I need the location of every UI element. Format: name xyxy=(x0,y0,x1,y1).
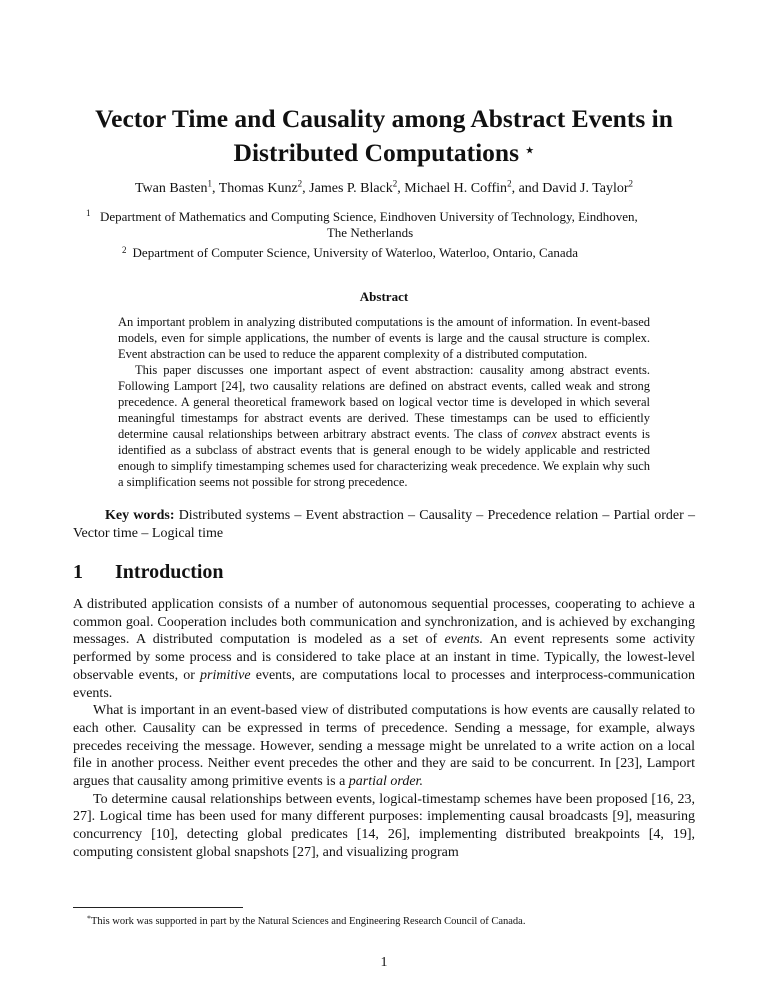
body-text-run: A distributed application consists of a number of autonomous sequential processes, cooperating to achieve a common goal. Cooperation includes both communication and synchronization, and is achieved by exchanging messages. A distributed computation is modeled as a set of xyxy=(73,597,695,648)
title-line-2: Distributed Computations xyxy=(233,138,520,167)
keywords-label: Key words: xyxy=(105,508,175,523)
body-paragraph xyxy=(73,702,695,791)
affiliation-1-line-2: The Netherlands xyxy=(326,225,414,240)
author-affiliation-mark: 1 xyxy=(207,178,212,189)
affiliation-1 xyxy=(86,208,700,241)
author-list xyxy=(60,180,708,198)
keywords xyxy=(73,507,695,543)
emphasis-text: events. xyxy=(444,632,484,648)
author-name: Twan Basten xyxy=(134,181,208,196)
body-paragraph xyxy=(73,596,695,702)
author-affiliation-mark: 2 xyxy=(297,178,303,189)
paper-title xyxy=(60,103,708,169)
keywords-text: Distributed systems – Event abstraction – Causality – Precedence relation – Partial order – Vector time – Logical time xyxy=(73,508,695,541)
author-name: Michael H. Coffin xyxy=(404,181,508,196)
author-name: James P. Black xyxy=(309,181,393,196)
author-separator: , xyxy=(211,181,219,196)
author-affiliation-mark: 2 xyxy=(628,178,634,189)
abstract-paragraph xyxy=(118,362,650,490)
page-number: 1 xyxy=(380,955,388,970)
footnote xyxy=(73,912,695,928)
abstract-body xyxy=(118,314,650,490)
emphasis-text: partial order. xyxy=(348,774,423,790)
author-name: Thomas Kunz xyxy=(218,181,298,196)
section-title: Introduction xyxy=(115,561,224,583)
affiliation-2 xyxy=(100,242,600,261)
abstract-text: This paper discusses one important aspect of event abstraction: causality among abstract events. Following Lamport [24], two causality relations are defined on abstract events, called weak and strong precedence. A general theoretical framework based on logical vector time is developed in which several meaningful timestamps for abstract events are derived. These timestamps can be used to efficiently determine causal relationships between arbitrary abstract events. The class of xyxy=(118,363,650,441)
abstract-heading: Abstract xyxy=(359,289,409,304)
footnote-rule xyxy=(73,907,243,908)
body-text-run: An event represents some activity performed by some process and is considered to take place at an instant in time. Typically, the lowest-level observable events, or xyxy=(73,632,695,683)
affiliation-1-line-1: Department of Mathematics and Computing Science, Eindhoven University of Technology, Eindhoven, xyxy=(100,209,638,224)
title-footnote-star: ⋆ xyxy=(525,143,535,159)
body-paragraph: To determine causal relationships between events, logical-timestamp schemes have been proposed [16, 23, 27]. Logical time has been used for many different purposes: implementing causal broadcasts [9], measuring concurrency [10], detecting global predicates [14, 26], implementing distributed breakpoints [4, 19], computing consistent global snapshots [27], and visualizing program xyxy=(73,791,695,860)
emphasis-text: convex xyxy=(522,427,557,441)
body-text xyxy=(73,596,695,862)
section-heading xyxy=(73,561,224,584)
affiliation-2-text: Department of Computer Science, University of Waterloo, Waterloo, Ontario, Canada xyxy=(132,245,578,260)
body-text-run: events, are computations local to processes and interprocess-communication events. xyxy=(73,667,695,701)
author-affiliation-mark: 2 xyxy=(507,178,512,189)
affiliation-number: 2 xyxy=(122,245,127,255)
author-name: David J. Taylor xyxy=(542,181,629,196)
abstract-text: abstract events is identified as a subclass of abstract events that is general enough to be widely applicable and restricted enough to simplify timestamping schemes used for characterizing weak precedence. We explain why such a simplification seems not possible for strong precedence. xyxy=(118,427,651,489)
author-separator: , xyxy=(397,181,405,196)
abstract-paragraph: An important problem in analyzing distributed computations is the amount of information. In event-based models, even for simple applications, the number of events is large and the causal structure is complex. Event abstraction can be used to reduce the apparent complexity of a distributed computation. xyxy=(118,315,650,361)
author-separator: , and xyxy=(511,181,543,196)
author-separator: , xyxy=(302,181,310,196)
section-number: 1 xyxy=(73,561,83,583)
footnote-text: This work was supported in part by the Natural Sciences and Engineering Research Council of Canada. xyxy=(91,916,526,927)
title-line-1: Vector Time and Causality among Abstract Events in xyxy=(95,104,673,133)
emphasis-text: primitive xyxy=(200,667,251,683)
body-text-run: What is important in an event-based view of distributed computations is how events are causally related to each other. Causality can be expressed in terms of precedence. Sending a message, for example, always precedes receiving the message. However, sending a message might be unrelated to a write action on a local file in another process. Neither event precedes the other and they are said to be concurrent. In [23], Lamport argues that causality among primitive events is a xyxy=(73,703,695,790)
author-affiliation-mark: 2 xyxy=(392,178,398,189)
affiliation-number: 1 xyxy=(86,208,91,218)
footnote-mark: * xyxy=(87,914,91,923)
